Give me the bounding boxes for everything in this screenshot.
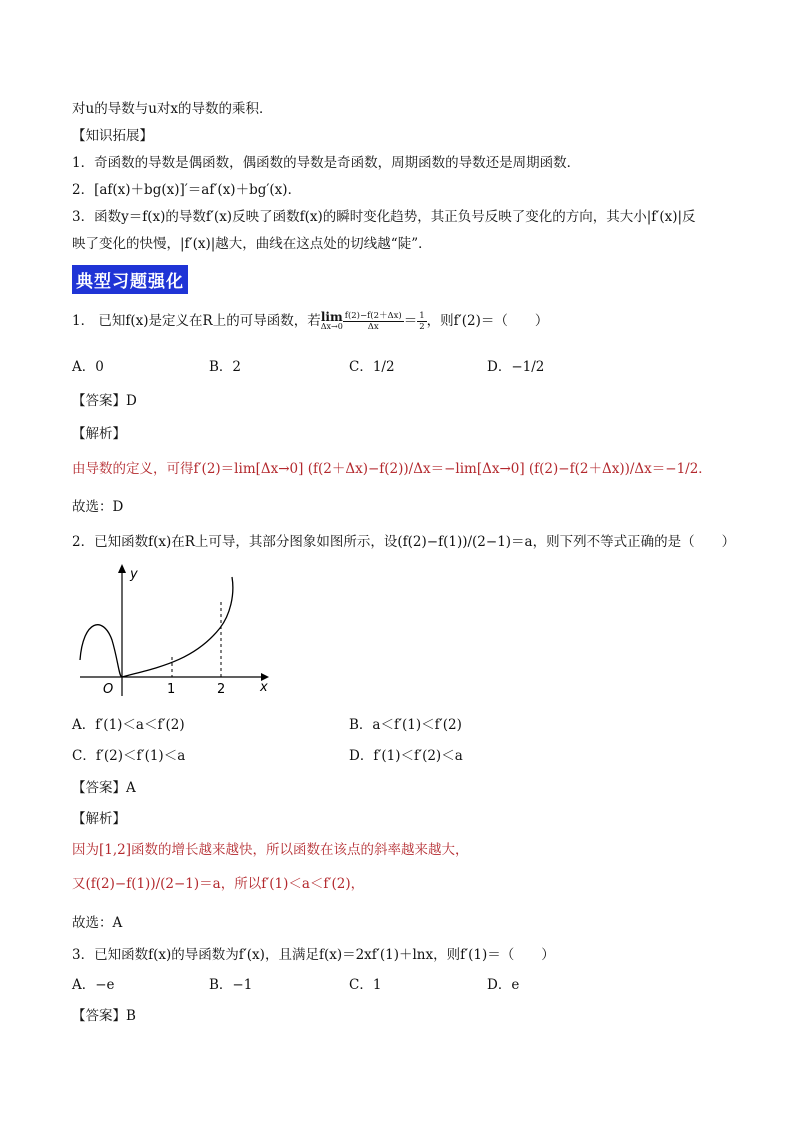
knowledge-item-1: 1．奇函数的导数是偶函数，偶函数的导数是奇函数，周期函数的导数还是周期函数． [72, 155, 581, 171]
q1-limit: lim Δx→0 [320, 309, 343, 331]
q1-option-b: B．2 [209, 359, 242, 375]
q1-half: $\frac{1}{2}$ [419, 311, 425, 332]
q2-analysis-1: 因为[1,2]函数的增长越来越快，所以函数在该点的斜率越来越大， [72, 842, 469, 858]
q1-option-a: A．0 [72, 359, 104, 375]
q2-function-graph [75, 560, 275, 700]
q2-stem: 2．已知函数f(x)在R上可导，其部分图象如图所示，设(f(2)−f(1))/(2−1)＝a，则下列不等式正确的是（ ） [72, 534, 736, 550]
q1-answer: 【答案】D [72, 393, 137, 409]
knowledge-item-3a: 3．函数y＝f(x)的导数f′(x)反映了函数f(x)的瞬时变化趋势，其正负号反映了变化的方向，其大小|f′(x)|反 [72, 209, 696, 225]
x-label: x [260, 680, 268, 695]
q1-stem: 1． 已知f(x)是定义在R上的可导函数，若 lim Δx→0 $\frac{f(2)-f(2+\Delta x)}{\Delta x}$ ＝ $\frac{1}{2}$ ，则f′(2)＝（ ） [72, 309, 549, 332]
q1-option-d: D．−1/2 [487, 359, 545, 375]
y-label: y [130, 567, 138, 582]
q2-option-d: D．f′(1)＜f′(2)＜a [349, 748, 463, 764]
q1-stem-b: ，则f′(2)＝（ ） [426, 313, 549, 329]
q1-choose: 故选：D [72, 499, 124, 515]
q3-answer: 【答案】B [72, 1008, 136, 1024]
tick-1-label: 1 [167, 682, 176, 697]
q1-analysis: 由导数的定义，可得f′(2)＝lim[Δx→0] (f(2＋Δx)−f(2))/Δx＝−lim[Δx→0] (f(2)−f(2＋Δx))/Δx＝−1/2． [72, 461, 712, 477]
q1-analysis-label: 【解析】 [72, 426, 126, 442]
knowledge-item-2: 2．[af(x)＋bg(x)]′＝af′(x)＋bg′(x)． [72, 182, 302, 198]
q1-option-c: C．1/2 [349, 359, 395, 375]
q2-option-c: C．f′(2)＜f′(1)＜a [72, 748, 186, 764]
q3-option-b: B．−1 [209, 977, 253, 993]
q2-choose: 故选：A [72, 915, 123, 931]
q1-stem-a: 1． 已知f(x)是定义在R上的可导函数，若 [72, 313, 321, 329]
knowledge-heading: 【知识拓展】 [72, 128, 153, 144]
q2-option-a: A．f′(1)＜a＜f′(2) [72, 717, 185, 733]
q2-option-b: B．a＜f′(1)＜f′(2) [349, 717, 462, 733]
intro-chain-tail: 对u的导数与u对x的导数的乘积． [72, 101, 273, 117]
origin-label: O [103, 682, 114, 697]
q2-answer: 【答案】A [72, 780, 136, 796]
q3-option-d: D．e [487, 977, 520, 993]
q3-stem: 3．已知函数f(x)的导函数为f′(x)，且满足f(x)＝2xf′(1)＋lnx，则f′(1)＝（ ） [72, 947, 555, 963]
knowledge-item-3b: 映了变化的快慢，|f′(x)|越大，曲线在这点处的切线越“陡”． [72, 236, 432, 252]
q2-analysis-2: 又(f(2)−f(1))/(2−1)＝a，所以f′(1)＜a＜f′(2)， [72, 876, 365, 892]
tick-2-label: 2 [217, 682, 226, 697]
q1-fraction: $\frac{f(2)-f(2+\Delta x)}{\Delta x}$ [344, 311, 402, 332]
section-title: 典型习题强化 [72, 265, 188, 294]
q3-option-c: C．1 [349, 977, 382, 993]
q3-option-a: A．−e [72, 977, 115, 993]
y-axis-arrow [118, 564, 126, 573]
q2-analysis-label: 【解析】 [72, 811, 126, 827]
function-curve [80, 577, 233, 677]
